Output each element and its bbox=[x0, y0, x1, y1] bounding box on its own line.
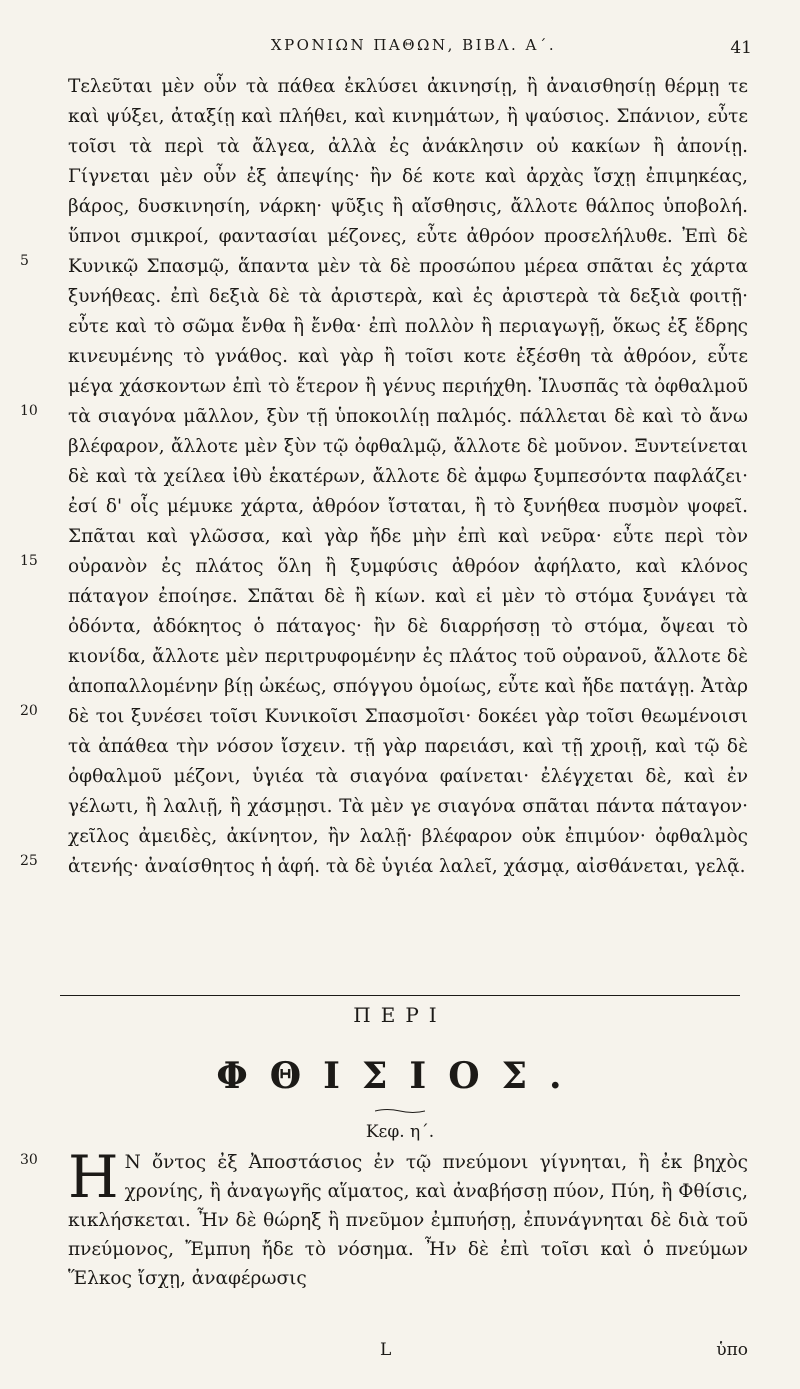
line-number: 10 bbox=[20, 403, 38, 419]
ornament-icon bbox=[375, 1108, 425, 1114]
chapter-body: Ν ὄντος ἐξ Ἀποστάσιος ἐν τῷ πνεύμονι γίγνηται, ἢ ἐκ βηχὸς χρονίης, ἢ ἀναγωγῆς αἵματος, καὶ ἀναβήσσῃ πύον, Πύη, ἢ Φθίσις, κικλήσκεται. Ἦν δὲ θώρηξ ἢ πνεῦμον ἐμπυήσῃ, ἐπυνάγνηται δὲ διὰ τοῦ πνεύμονος, Ἔμπυη ἤδε τὸ νόσημα. Ἦν δὲ ἐπὶ τοῖσι καὶ ὁ πνεύμων Ἕλκος ἴσχῃ, ἀναφέρωσις bbox=[68, 1152, 748, 1289]
page-number: 41 bbox=[730, 38, 752, 58]
subject-title: ΦΘΙΣΙΟΣ. bbox=[216, 1055, 584, 1097]
section-title: ΠΕΡΙ bbox=[353, 1003, 447, 1027]
line-number: 15 bbox=[20, 553, 38, 569]
signature-mark: L bbox=[380, 1340, 392, 1360]
body-text: Τελεῦται μὲν οὖν τὰ πάθεα ἐκλύσει ἀκινησίῃ, ἢ ἀναισθησίῃ θέρμῃ τε καὶ ψύξει, ἀταξίῃ καὶ πλήθει, καὶ κινημάτων, ἢ ψαύσιος. Σπάνιον, εὖτε τοῖσι τὰ περὶ τὰ ἄλγεα, ἀλλὰ ἐς ἀνάκλησιν οὐ κακίων ἢ ἀπονίῃ. Γίγνεται μὲν οὖν ἐξ ἀπεψίης· ἢν δέ κοτε καὶ ἀρχὰς ἴσχῃ ἐπιμηκέας, βάρος, δυσκινησίη, νάρκη· ψῦξις ἢ αἴσθησις, ἄλλοτε θάλπος ὑποβολή. ὕπνοι σμικροί, φαντασίαι μέζονες, εὖτε ἀθρόον προσελήλυθε. Ἐπὶ δὲ Κυνικῷ Σπασμῷ, ἅπαντα μὲν τὰ δὲ προσώπου μέρεα σπᾶται ἐς χάρτα ξυνήθεας. ἐπὶ δεξιὰ δὲ τὰ ἀριστερὰ, καὶ ἐς ἀριστερὰ τὰ δεξιὰ φοιτῇ· εὖτε καὶ τὸ σῶμα ἔνθα ἢ ἔνθα· ἐπὶ πολλὸν ἢ περιαγωγῇ, ὅκως ἐξ ἕδρης κινευμένης τὸ γνάθος. καὶ γὰρ ἢ τοῖσι κοτε ἐξέσθη τὰ ἀθρόον, εὖτε μέγα χάσκοντων ἐπὶ τὸ ἕτερον ἢ γένυς περιήχθη. Ἰλυσπᾶς τὰ ὀφθαλμοῦ τὰ σιαγόνα μᾶλλον, ξὺν τῇ ὑποκοιλίῃ παλμός. πάλλεται δὲ καὶ τὸ ἄνω βλέφαρον, ἄλλοτε μὲν ξὺν τῷ ὀφθαλμῷ, ἄλλοτε δὲ μοῦνον. Ξυντείνεται δὲ καὶ τὰ χείλεα ἰθὺ ἑκατέρων, ἄλλοτε δὲ ἀμφω ξυμπεσόντα παφλάζει· ἐσί δ' οἷς μέμυκε χάρτα, ἀθρόον ἴσταται, ἢ τὸ ξυνήθεα πυσμὸν ψοφεῖ. Σπᾶται καὶ γλῶσσα, καὶ γὰρ ἤδε μὴν ἐπὶ καὶ νεῦρα· εὖτε περὶ τὸν οὐρανὸν ἐς πλάτος ὅλη ἢ ξυμφύσις ἀθρόον ἀφήλατο, καὶ κλόνος πάταγον ἐποίησε. Σπᾶται δὲ ἢ κίων. καὶ εἰ μὲν τὸ στόμα ξυνάγει τὰ ὀδόντα, ἀδόκητος ὁ πάταγος· ἢν δὲ διαρρήσσῃ τὸ στόμα, ὄψεαι τὸ κιονίδα, ἄλλοτε μὲν περιτρυφομένην ἐς πλάτος τοῦ οὐρανοῦ, ἄλλοτε δὲ ἀποπαλλομένην βίῃ ὠκέως, σπόγγου ὁμοίως, εὖτε καὶ ἤδε πατάγῃ. Ἀτὰρ δὲ τοι ξυνέσει τοῖσι Κυνικοῖσι Σπασμοῖσι· δοκέει γὰρ τοῖσι θεωμένοισι τὰ ἀπάθεα τὴν νόσον ἴσχειν. τῇ γὰρ παρειάσι, καὶ τῇ χροιῇ, καὶ τῷ δὲ ὀφθαλμοῦ μέζονι, ὑγιέα τὰ σιαγόνα φαίνεται· ἐλέγχεται δὲ, καὶ ἐν γέλωτι, ἢ λαλιῇ, ἢ χάσμῃσι. Τὰ μὲν γε σιαγόνα σπᾶται πάντα πάταγον· χεῖλος ἀμειδὲς, ἀκίνητον, ἢν λαλῇ· βλέφαρον οὐκ ἐπιμύον· ὀφθαλμὸς ἀτενής· ἀναίσθητος ἡ ἁφή. τὰ δὲ ὑγιέα λαλεῖ, χάσμᾳ, αἰσθάνεται, γελᾷ. bbox=[68, 76, 748, 877]
line-number: 5 bbox=[20, 253, 29, 269]
section-rule bbox=[60, 995, 740, 996]
chapter-text bbox=[68, 1143, 748, 1293]
line-number: 30 bbox=[20, 1152, 38, 1168]
drop-cap: Η bbox=[68, 1143, 119, 1211]
line-number: 20 bbox=[20, 703, 38, 719]
catchword: ὑπο bbox=[716, 1340, 748, 1360]
chapter-label: Κεφ. η΄. bbox=[365, 1122, 435, 1142]
running-head: ΧΡΟΝΙΩΝ ΠΑΘΩΝ, ΒΙΒΛ. Α΄. bbox=[270, 36, 557, 54]
line-number: 25 bbox=[20, 853, 38, 869]
page-header bbox=[75, 36, 752, 70]
